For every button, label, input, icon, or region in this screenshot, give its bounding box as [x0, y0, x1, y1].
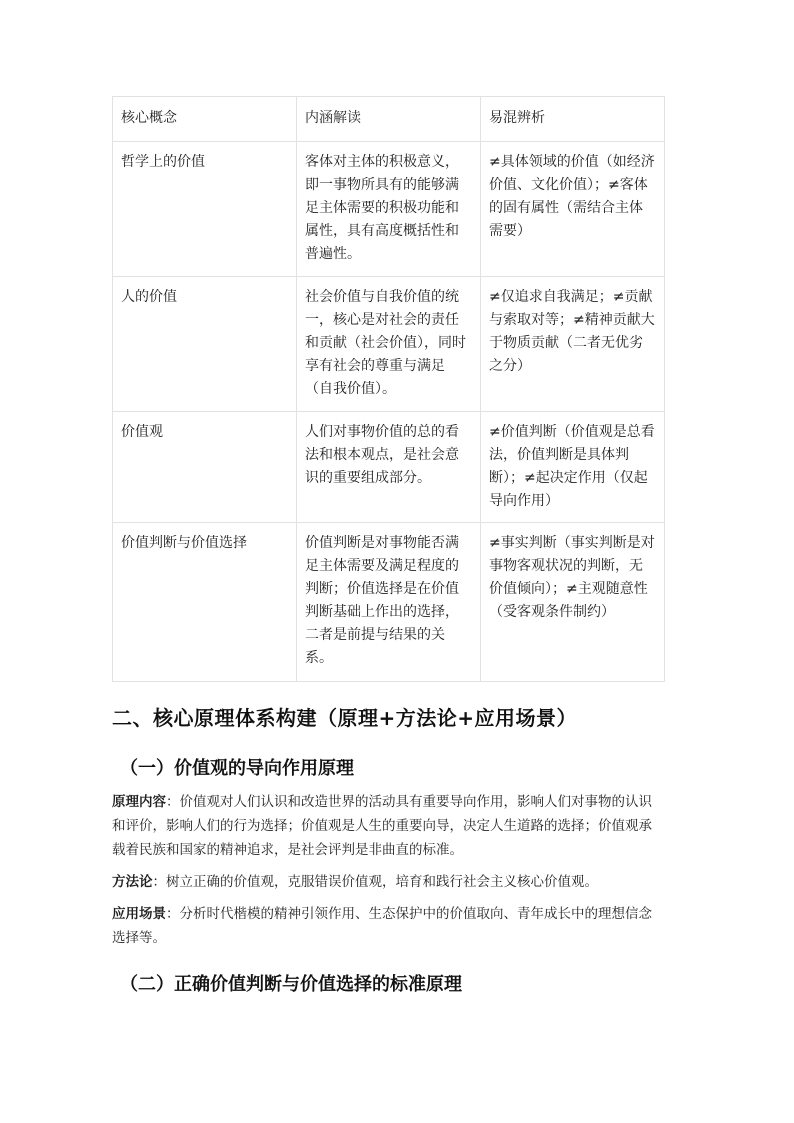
scene-paragraph: [112, 902, 664, 950]
meaning-cell: 客体对主体的积极意义，即一事物所具有的能够满足主体需要的积极功能和属性，具有高度概括性和普遍性。: [297, 142, 481, 277]
concept-cell: 人的价值: [113, 277, 297, 412]
table-row: [113, 523, 665, 682]
distinction-cell: ≠仅追求自我满足；≠贡献与索取对等；≠精神贡献大于物质贡献（二者无优劣之分）: [481, 277, 665, 412]
subsection-heading: （一）价值观的导向作用原理: [120, 758, 354, 779]
scene-label: 应用场景: [112, 906, 166, 922]
header-concept: 核心概念: [113, 97, 297, 142]
concept-table: [112, 96, 665, 682]
distinction-cell: ≠事实判断（事实判断是对事物客观状况的判断，无价值倾向）；≠主观随意性（受客观条件制约）: [481, 523, 665, 682]
document-page: [112, 96, 664, 998]
distinction-cell: ≠价值判断（价值观是总看法，价值判断是具体判断）；≠起决定作用（仅起导向作用）: [481, 412, 665, 523]
header-meaning: 内涵解读: [297, 97, 481, 142]
principle-paragraph: [112, 790, 664, 862]
header-distinction: 易混辨析: [481, 97, 665, 142]
table-row: [113, 412, 665, 523]
meaning-cell: 社会价值与自我价值的统一，核心是对社会的责任和贡献（社会价值），同时享有社会的尊重与满足（自我价值）。: [297, 277, 481, 412]
concept-cell: 哲学上的价值: [113, 142, 297, 277]
table-row: [113, 277, 665, 412]
concept-cell: 价值判断与价值选择: [113, 523, 297, 682]
concept-cell: 价值观: [113, 412, 297, 523]
section-heading: 二、核心原理体系构建（原理+方法论+应用场景）: [112, 706, 578, 730]
subsection-heading-2: （二）正确价值判断与价值选择的标准原理: [120, 974, 462, 995]
scene-text: ：分析时代楷模的精神引领作用、生态保护中的价值取向、青年成长中的理想信念选择等。: [112, 906, 652, 946]
table-row: [113, 142, 665, 277]
table-header-row: [113, 97, 665, 142]
meaning-cell: 人们对事物价值的总的看法和根本观点，是社会意识的重要组成部分。: [297, 412, 481, 523]
method-paragraph: [112, 870, 664, 894]
meaning-cell: 价值判断是对事物能否满足主体需要及满足程度的判断；价值选择是在价值判断基础上作出的选择，二者是前提与结果的关系。: [297, 523, 481, 682]
distinction-cell: ≠具体领域的价值（如经济价值、文化价值）；≠客体的固有属性（需结合主体需要）: [481, 142, 665, 277]
principle-text: ：价值观对人们认识和改造世界的活动具有重要导向作用，影响人们对事物的认识和评价，影响人们的行为选择；价值观是人生的重要向导，决定人生道路的选择；价值观承载着民族和国家的精神追求，是社会评判是非曲直的标准。: [112, 794, 652, 858]
method-text: ：树立正确的价值观，克服错误价值观，培育和践行社会主义核心价值观。: [152, 874, 598, 890]
method-label: 方法论: [112, 874, 153, 890]
principle-label: 原理内容: [112, 794, 166, 810]
